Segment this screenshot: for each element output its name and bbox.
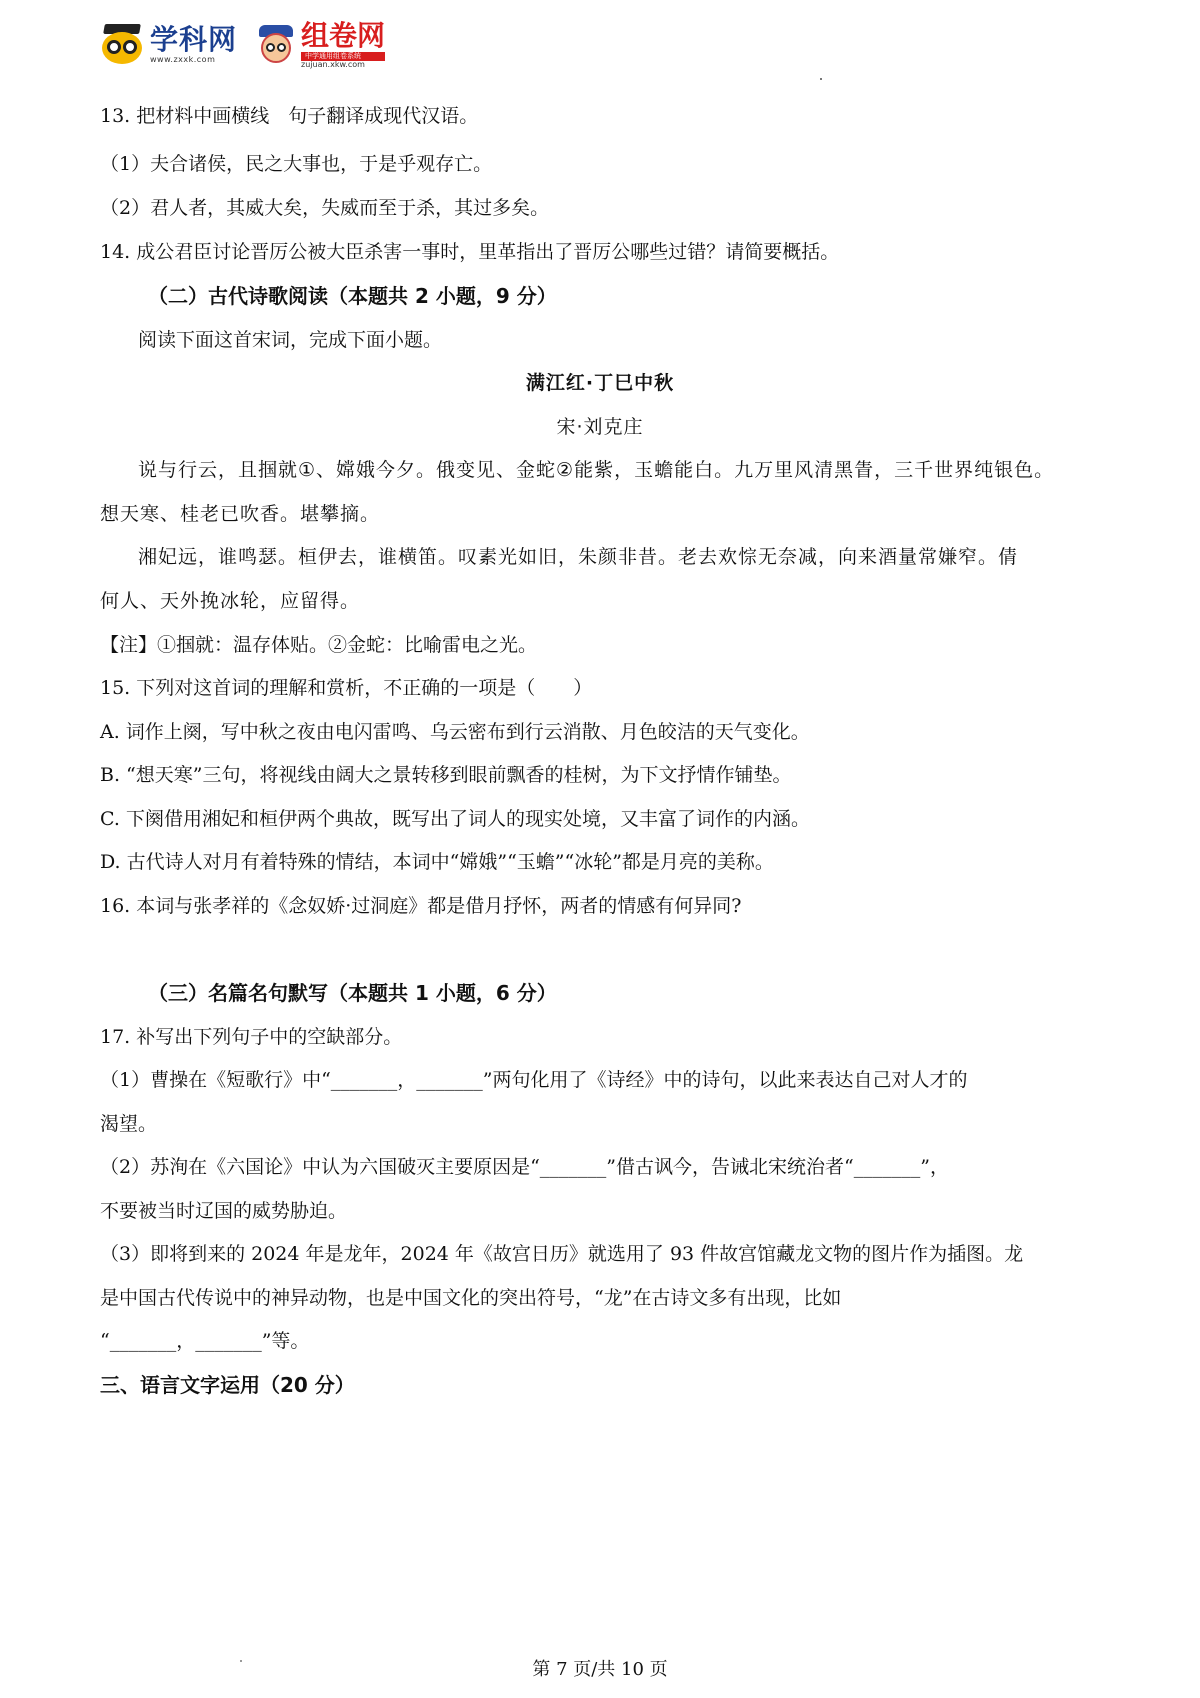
zxxk-logo [100,24,237,66]
poem-line-4: 何人、天外挽冰轮，应留得。 [100,590,361,612]
student-mascot-icon [257,23,297,67]
q17-part3-line3: “_______，_______”等。 [100,1330,310,1352]
owl-mascot-icon [100,24,144,66]
header-logos [100,18,385,72]
q17-part3-line2: 是中国古代传说中的神异动物，也是中国文化的突出符号，“龙”在古诗文多有出现，比如 [100,1287,842,1309]
poem-title: 满江红·丁巳中秋 [525,372,675,394]
q17-part1-line1: （1）曹操在《短歌行》中“_______，_______”两句化用了《诗经》中的诗句，以此来表达自己对人才的 [100,1069,968,1091]
q17-part2-line1: （2）苏洵在《六国论》中认为六国破灭主要原因是“_______”借古讽今，告诫北宋统治者“_______”， [100,1156,949,1178]
section2-heading: （二）古代诗歌阅读（本题共 2 小题，9 分） [148,284,557,308]
poem-line-3: 湘妃远，谁鸣瑟。桓伊去，谁横笛。叹素光如旧，朱颜非昔。老去欢悰无奈减，向来酒量常嫌窄。倩 [138,546,1019,568]
logo2-url: zujuan.xkw.com [301,59,365,69]
q16-stem: 16. 本词与张孝祥的《念奴娇·过洞庭》都是借月抒怀，两者的情感有何异同? [100,895,742,917]
section2-intro: 阅读下面这首宋词，完成下面小题。 [138,329,443,351]
q15-option-c: C. 下阕借用湘妃和桓伊两个典故，既写出了词人的现实处境，又丰富了词作的内涵。 [100,808,810,830]
q15-stem: 15. 下列对这首词的理解和赏析，不正确的一项是（ ） [100,677,593,699]
q15-option-b: B. “想天寒”三句，将视线由阔大之景转移到眼前飘香的桂树，为下文抒情作铺垫。 [100,764,792,786]
logo1-name: 学科网 [150,23,238,56]
section3-heading: （三）名篇名句默写（本题共 1 小题，6 分） [148,981,557,1005]
q15-option-d: D. 古代诗人对月有着特殊的情结，本词中“嫦娥”“玉蟾”“冰轮”都是月亮的美称。 [100,851,774,873]
part3-heading: 三、语言文字运用（20 分） [100,1373,355,1397]
q17-stem: 17. 补写出下列句子中的空缺部分。 [100,1026,403,1048]
speck [820,78,822,80]
q13-part1: （1）夫合诸侯，民之大事也，于是乎观存亡。 [100,153,493,175]
poem-author: 宋·刘克庄 [556,416,644,438]
q17-part2-line2: 不要被当时辽国的威势胁迫。 [100,1200,348,1222]
poem-note: 【注】①掴就：温存体贴。②金蛇：比喻雷电之光。 [100,634,538,656]
poem-line-1: 说与行云，且掴就①、嫦娥今夕。俄变见、金蛇②能紫，玉蟾能白。九万里风清黑眚，三千世界纯银色。 [138,459,1055,481]
zujuan-logo [257,18,386,69]
q15-option-a: A. 词作上阕，写中秋之夜由电闪雷鸣、乌云密布到行云消散、月色皎洁的天气变化。 [100,721,810,743]
q17-part1-line2: 渴望。 [100,1113,158,1135]
poem-line-2: 想天寒、桂老已吹香。堪攀摘。 [100,503,381,525]
logo2-tag: 中学通用组卷系统 [301,52,385,61]
q13-stem: 13. 把材料中画横线 句子翻译成现代汉语。 [100,105,479,127]
q14-stem: 14. 成公君臣讨论晋厉公被大臣杀害一事时，里革指出了晋厉公哪些过错？请简要概括。 [100,241,840,263]
page-footer: 第 7 页/共 10 页 [532,1659,668,1680]
q17-part3-line1: （3）即将到来的 2024 年是龙年，2024 年《故宫日历》就选用了 93 件故宫馆藏龙文物的图片作为插图。龙 [100,1243,1024,1265]
logo2-name: 组卷网 [301,18,386,52]
logo1-url: www.zxxk.com [150,55,216,64]
q13-part2: （2）君人者，其威大矣，失威而至于杀，其过多矣。 [100,197,550,219]
